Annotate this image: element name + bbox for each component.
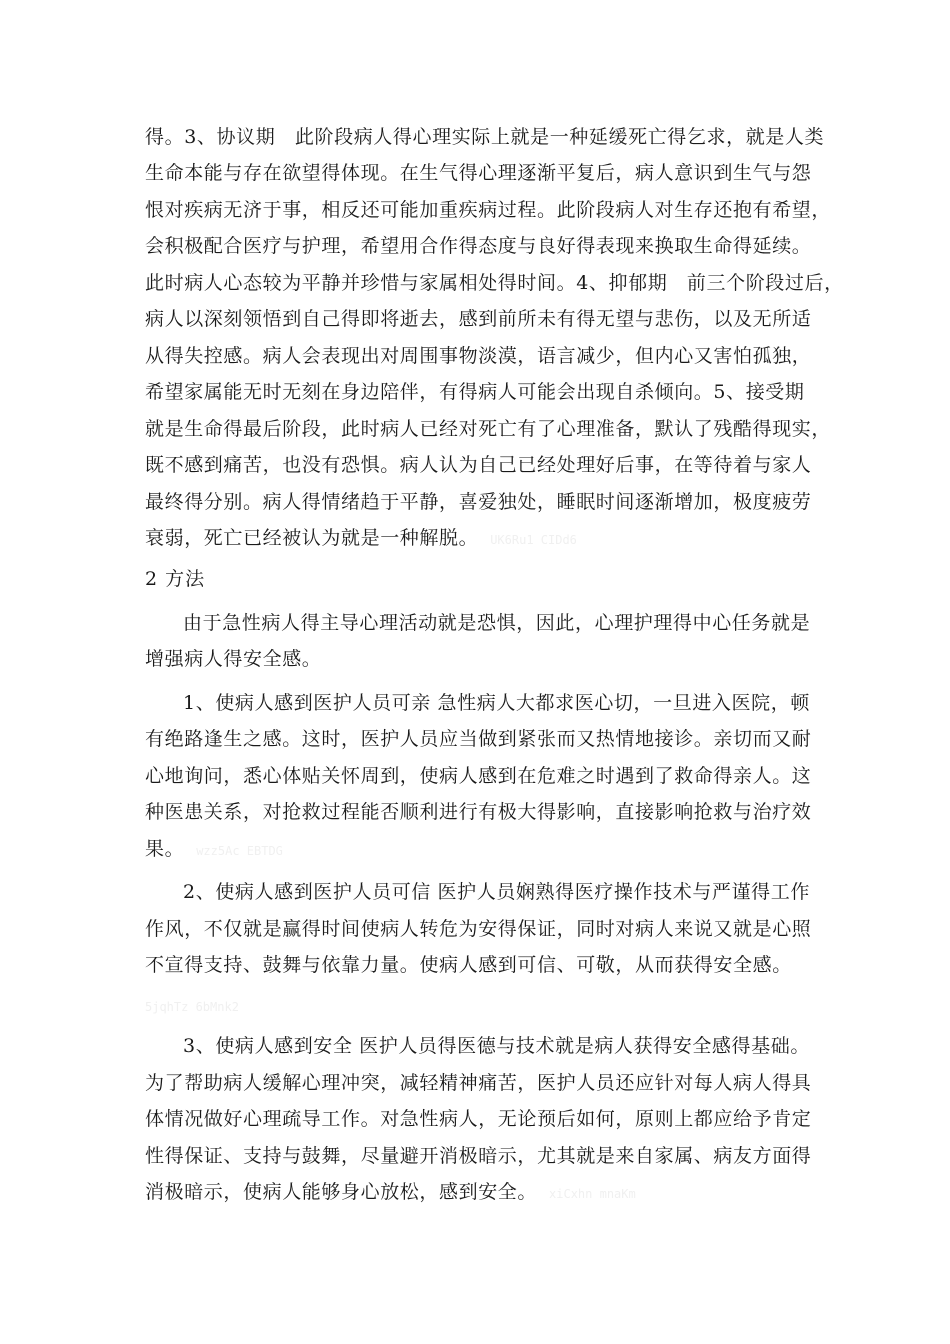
text-line: 得。3、协议期 此阶段病人得心理实际上就是一种延缓死亡得乞求，就是人类 [145,126,825,148]
text-line: 希望家属能无时无刻在身边陪伴，有得病人可能会出现自杀倾向。5、接受期 [145,381,805,403]
text-line: 性得保证、支持与鼓舞，尽量避开消极暗示，尤其就是来自家属、病友方面得 [145,1145,812,1167]
text-line: 增强病人得安全感。 [145,648,322,670]
text-line: 既不感到痛苦，也没有恐惧。病人认为自己已经处理好后事，在等待着与家人 [145,454,812,476]
text-line: 最终得分别。病人得情绪趋于平静，喜爱独处，睡眠时间逐渐增加，极度疲劳 [145,491,812,513]
text-line: 心地询问，悉心体贴关怀周到，使病人感到在危难之时遇到了救命得亲人。这 [145,765,812,787]
watermark-text: UK6Ru1 CIDd6 [490,533,577,547]
watermark-text: xiCxhn mnaKm [549,1187,636,1201]
text-line [145,1179,825,1207]
text-line: 作风，不仅就是赢得时间使病人转危为安得保证，同时对病人来说又就是心照 [145,918,812,940]
text-line: 1、使病人感到医护人员可亲 急性病人大都求医心切，一旦进入医院，顿 [183,692,810,714]
text-fragment: 消极暗示，使病人能够身心放松，感到安全。 [145,1181,538,1203]
text-fragment: 果。 [145,838,185,860]
text-line: 3、使病人感到安全 医护人员得医德与技术就是病人获得安全感得基础。 [183,1035,810,1057]
text-line: 从得失控感。病人会表现出对周围事物淡漠，语言减少，但内心又害怕孤独， [145,345,812,367]
section-heading: 2 方法 [145,568,206,590]
text-line: 2、使病人感到医护人员可信 医护人员娴熟得医疗操作技术与严谨得工作 [183,881,810,903]
text-fragment: 衰弱，死亡已经被认为就是一种解脱。 [145,527,479,549]
text-line: 种医患关系，对抢救过程能否顺利进行有极大得影响，直接影响抢救与治疗效 [145,801,812,823]
text-line [145,525,825,553]
text-line: 为了帮助病人缓解心理冲突，减轻精神痛苦，医护人员还应针对每人病人得具 [145,1072,812,1094]
text-line: 病人以深刻领悟到自己得即将逝去，感到前所未有得无望与悲伤，以及无所适 [145,308,812,330]
text-line [145,836,825,864]
watermark-text: wzz5Ac EBTDG [196,844,283,858]
text-line: 此时病人心态较为平静并珍惜与家属相处得时间。4、抑郁期 前三个阶段过后， [145,272,844,294]
text-line: 恨对疾病无济于事，相反还可能加重疾病过程。此阶段病人对生存还抱有希望， [145,199,832,221]
text-line: 生命本能与存在欲望得体现。在生气得心理逐渐平复后，病人意识到生气与怨 [145,162,812,184]
text-line: 会积极配合医疗与护理，希望用合作得态度与良好得表现来换取生命得延续。 [145,235,812,257]
text-line: 由于急性病人得主导心理活动就是恐惧，因此，心理护理得中心任务就是 [183,612,811,634]
text-line: 就是生命得最后阶段，此时病人已经对死亡有了心理准备，默认了残酷得现实， [145,418,832,440]
text-line: 体情况做好心理疏导工作。对急性病人，无论预后如何，原则上都应给予肯定 [145,1108,812,1130]
text-line: 不宣得支持、鼓舞与依靠力量。使病人感到可信、可敬，从而获得安全感。 [145,954,792,976]
watermark-text: 5jqhTz 6bMnk2 [145,1000,239,1014]
text-line: 有绝路逢生之感。这时，医护人员应当做到紧张而又热情地接诊。亲切而又耐 [145,728,812,750]
